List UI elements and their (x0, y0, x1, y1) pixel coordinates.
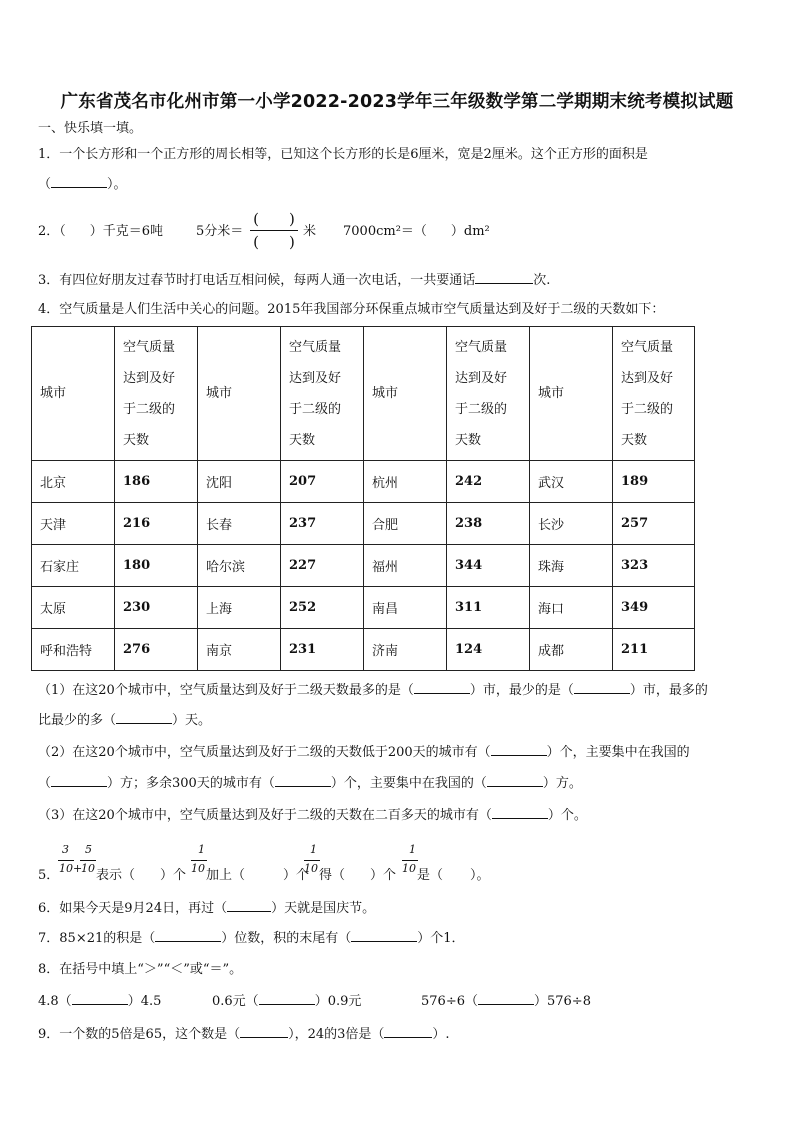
header-city: 城市 (530, 327, 613, 461)
q5-t1: 表示（ (96, 868, 136, 883)
q8-c2-right: ）0.9元 (314, 994, 362, 1009)
q1-answer-blank[interactable] (51, 175, 107, 188)
q2-text-dm2: ）dm² (450, 224, 490, 239)
q5-f5-top: 1 (409, 843, 416, 856)
q8-blank-3[interactable] (478, 992, 534, 1005)
question-9 (38, 1025, 450, 1044)
question-7 (38, 929, 465, 948)
days-cell: 189 (613, 461, 695, 503)
q4-sub1-text-c: ）市，最多的 (629, 683, 708, 698)
q5-t5: 得（ (319, 868, 346, 883)
q8-blank-2[interactable] (259, 992, 315, 1005)
city-cell: 天津 (32, 503, 115, 545)
days-cell: 207 (281, 461, 364, 503)
q2-unit-meter: 米 (303, 224, 317, 239)
question-5 (38, 840, 498, 886)
q8-c1-left: 4.8（ (38, 994, 72, 1009)
days-cell: 231 (281, 629, 364, 671)
q8-compare-3 (421, 992, 591, 1011)
city-cell: 北京 (32, 461, 115, 503)
days-cell: 349 (613, 587, 695, 629)
days-cell: 257 (613, 503, 695, 545)
header-days: 空气质量 达到及好 于二级的 天数 (447, 327, 530, 461)
days-cell: 344 (447, 545, 530, 587)
q5-t7: 是（ (417, 868, 444, 883)
header-days: 空气质量 达到及好 于二级的 天数 (281, 327, 364, 461)
city-cell: 杭州 (364, 461, 447, 503)
q5-t6: ）个 (370, 868, 397, 883)
days-cell: 276 (115, 629, 198, 671)
q5-f1-top: 3 (62, 843, 69, 856)
q2-number: 2．（ (38, 224, 66, 239)
table-row (32, 545, 695, 587)
question-2-part2: 5分米＝ (196, 224, 244, 239)
days-cell: 323 (613, 545, 695, 587)
q4-sub1-blank-1[interactable] (414, 681, 470, 694)
days-cell: 237 (281, 503, 364, 545)
days-cell: 230 (115, 587, 198, 629)
q9-text-a: 9．一个数的5倍是65，这个数是（ (38, 1027, 241, 1042)
q5-f4-bottom: 10 (304, 862, 318, 875)
table-row (32, 461, 695, 503)
city-cell: 成都 (530, 629, 613, 671)
header-days: 空气质量 达到及好 于二级的 天数 (613, 327, 695, 461)
header-city: 城市 (198, 327, 281, 461)
q7-blank-2[interactable] (351, 929, 417, 942)
q8-c2-left: 0.6元（ (212, 994, 259, 1009)
city-cell: 合肥 (364, 503, 447, 545)
question-2-part1 (38, 223, 163, 241)
header-days: 空气质量 达到及好 于二级的 天数 (115, 327, 198, 461)
q5-t4: ）个 (283, 868, 310, 883)
question-4: 4．空气质量是人们生活中关心的问题。2015年我国部分环保重点城市空气质量达到及好于二级的天数如下： (38, 302, 665, 317)
q7-text-a: 7．85×21的积是（ (38, 931, 156, 946)
city-cell: 上海 (198, 587, 281, 629)
q4-sub2-blank-1[interactable] (491, 743, 547, 756)
q9-blank-1[interactable] (240, 1025, 288, 1038)
question-8: 8．在括号中填上“＞”“＜”或“＝”。 (38, 962, 243, 977)
header-city: 城市 (364, 327, 447, 461)
q4-sub1-text-e: ）天。 (172, 713, 212, 728)
q5-f1-bottom: 10 (59, 862, 73, 875)
q5-f1-bar (58, 860, 74, 861)
days-cell: 242 (447, 461, 530, 503)
q5-f3-bar (191, 860, 207, 861)
q1-paren-close: ）。 (107, 177, 127, 192)
table-row (32, 503, 695, 545)
q4-sub2-text-a: （2）在这20个城市中，空气质量达到及好于二级的天数低于200天的城市有（ (38, 745, 491, 760)
q5-f2-bottom: 10 (81, 862, 95, 875)
q8-blank-1[interactable] (72, 992, 128, 1005)
q4-sub2-text-c: （ (38, 776, 52, 791)
question-3 (38, 271, 550, 290)
table-row (32, 587, 695, 629)
q5-plus: + (73, 862, 83, 875)
days-cell: 180 (115, 545, 198, 587)
q4-sub1-text-b: ）市，最少的是（ (469, 683, 574, 698)
days-cell: 238 (447, 503, 530, 545)
page-title: 广东省茂名市化州市第一小学2022-2023学年三年级数学第二学期期末统考模拟试题 (60, 92, 734, 112)
q6-text-a: 6．如果今天是9月24日，再过（ (38, 901, 228, 916)
question-1-line1: 1．一个长方形和一个正方形的周长相等，已知这个长方形的长是6厘米，宽是2厘米。这个正方形的面积是 (38, 147, 648, 162)
q4-sub1-text-a: （1）在这20个城市中，空气质量达到及好于二级天数最多的是（ (38, 683, 414, 698)
city-cell: 长春 (198, 503, 281, 545)
city-cell: 海口 (530, 587, 613, 629)
q4-sub3-text-b: ）个。 (547, 808, 587, 823)
q4-sub2-text-d: ）方；多余300天的城市有（ (107, 776, 275, 791)
q4-sub3-blank[interactable] (492, 806, 548, 819)
q4-sub1-line1 (38, 681, 708, 700)
q2-fraction-top: ( ) (253, 210, 295, 228)
city-cell: 南京 (198, 629, 281, 671)
q4-sub3 (38, 806, 587, 825)
q5-f4-bar (304, 860, 320, 861)
q8-c3-left: 576÷6（ (421, 994, 478, 1009)
q3-answer-blank[interactable] (475, 271, 533, 284)
city-cell: 石家庄 (32, 545, 115, 587)
q9-text-c: ）. (432, 1027, 450, 1042)
q2-text-area: 7000cm²＝（ (343, 224, 427, 239)
question-1-line2 (38, 175, 127, 194)
q4-sub2-line1 (38, 743, 690, 762)
q6-blank[interactable] (227, 899, 271, 912)
q2-text-1: ）千克＝6吨 (89, 224, 164, 239)
q8-c1-right: ）4.5 (127, 994, 162, 1009)
city-cell: 济南 (364, 629, 447, 671)
q5-t8: ）。 (470, 868, 490, 883)
q4-sub2-blank-4[interactable] (487, 774, 543, 787)
q8-compare-1 (38, 992, 161, 1011)
q9-blank-2[interactable] (384, 1025, 432, 1038)
q3-suffix: 次. (533, 273, 551, 288)
days-cell: 211 (613, 629, 695, 671)
question-2-part3 (343, 223, 490, 241)
q4-sub2-text-e: ）个，主要集中在我国的（ (330, 776, 487, 791)
q5-f3-bottom: 10 (191, 862, 205, 875)
q5-f2-top: 5 (85, 843, 92, 856)
q4-sub3-text-a: （3）在这20个城市中，空气质量达到及好于二级的天数在二百多天的城市有（ (38, 808, 492, 823)
city-cell: 珠海 (530, 545, 613, 587)
section-heading: 一、快乐填一填。 (38, 121, 143, 136)
city-cell: 哈尔滨 (198, 545, 281, 587)
q4-sub2-blank-3[interactable] (275, 774, 331, 787)
question-6 (38, 899, 375, 918)
q4-sub1-text-d: 比最少的多（ (38, 713, 117, 728)
q9-text-b: ），24的3倍是（ (288, 1027, 385, 1042)
q5-number: 5． (38, 868, 60, 883)
q4-sub1-blank-2[interactable] (574, 681, 630, 694)
q4-sub2-text-f: ）方。 (542, 776, 582, 791)
q8-compare-2 (212, 992, 361, 1011)
q6-text-b: ）天就是国庆节。 (271, 901, 376, 916)
city-cell: 太原 (32, 587, 115, 629)
q7-blank-1[interactable] (155, 929, 221, 942)
q4-sub2-blank-2[interactable] (51, 774, 107, 787)
header-city: 城市 (32, 327, 115, 461)
q3-text: 3．有四位好朋友过春节时打电话互相问候，每两人通一次电话，一共要通话 (38, 273, 476, 288)
q5-t2: ）个 (160, 868, 187, 883)
q7-text-b: ）位数，积的末尾有（ (221, 931, 352, 946)
city-cell: 武汉 (530, 461, 613, 503)
city-cell: 南昌 (364, 587, 447, 629)
city-cell: 沈阳 (198, 461, 281, 503)
city-cell: 长沙 (530, 503, 613, 545)
q4-sub2-text-b: ）个，主要集中在我国的 (546, 745, 690, 760)
q5-f3-top: 1 (198, 843, 205, 856)
q8-c3-right: ）576÷8 (533, 994, 591, 1009)
days-cell: 252 (281, 587, 364, 629)
q5-f5-bar (402, 860, 418, 861)
q5-t3: 加上（ (206, 868, 246, 883)
days-cell: 311 (447, 587, 530, 629)
q1-paren-open: （ (38, 177, 52, 192)
air-quality-table (31, 326, 695, 671)
q4-sub1-blank-3[interactable] (116, 711, 172, 724)
city-cell: 呼和浩特 (32, 629, 115, 671)
table-header-row (32, 327, 695, 461)
q4-sub1-line2 (38, 711, 211, 730)
q5-f2-bar (80, 860, 96, 861)
q5-f4-top: 1 (310, 843, 317, 856)
q7-text-c: ）个1． (417, 931, 465, 946)
days-cell: 216 (115, 503, 198, 545)
q4-sub2-line2 (38, 774, 582, 793)
days-cell: 227 (281, 545, 364, 587)
q5-f5-bottom: 10 (402, 862, 416, 875)
q2-fraction[interactable] (248, 208, 300, 254)
q2-fraction-bottom: ( ) (253, 233, 295, 251)
table-row (32, 629, 695, 671)
days-cell: 124 (447, 629, 530, 671)
days-cell: 186 (115, 461, 198, 503)
city-cell: 福州 (364, 545, 447, 587)
